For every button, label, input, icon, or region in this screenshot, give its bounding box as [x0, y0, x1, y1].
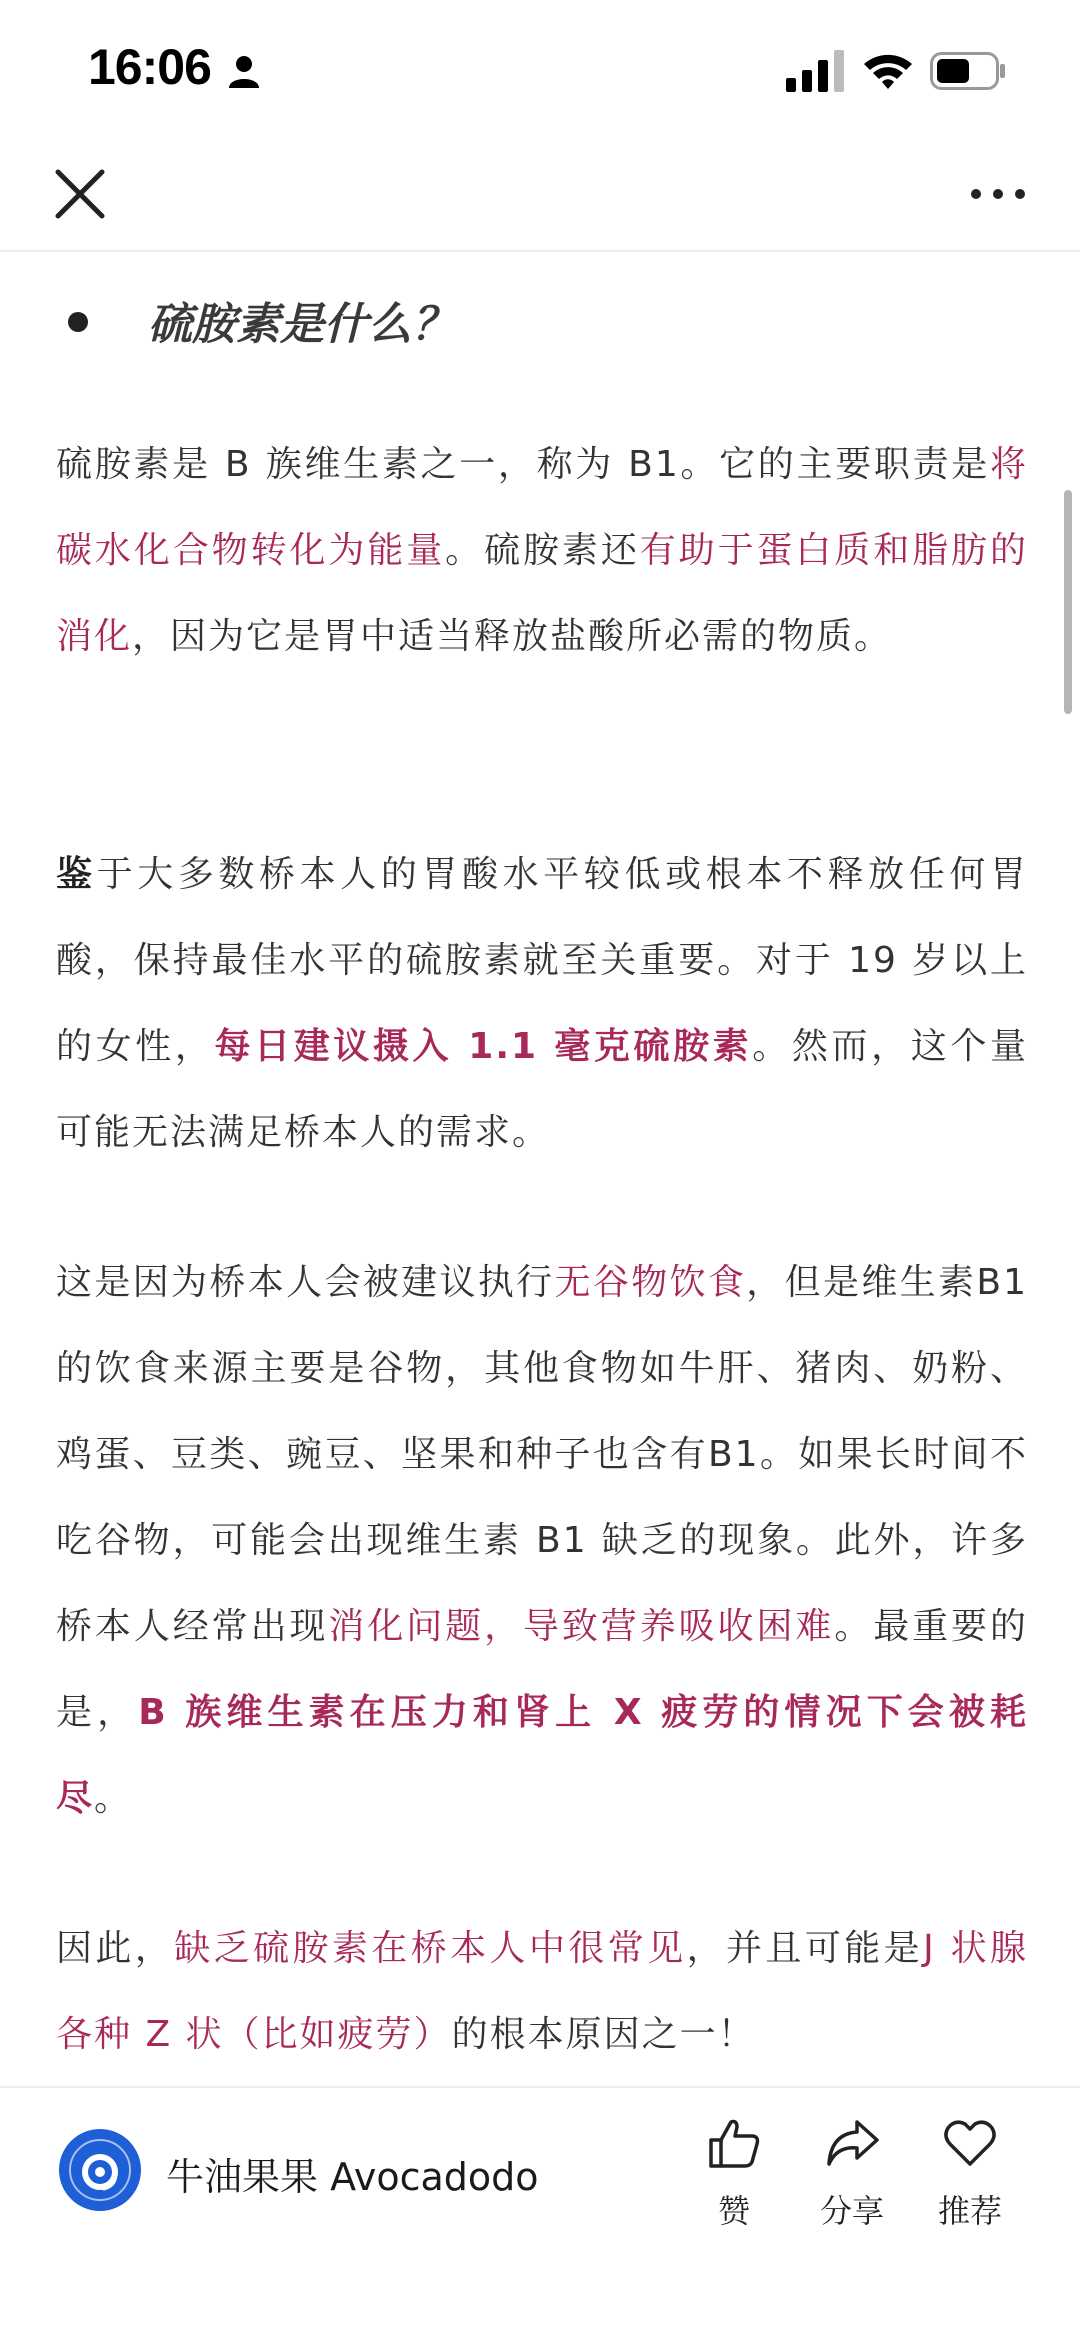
- p4-highlight: J 状腺各种 Z 状（比如疲劳）: [56, 1928, 1028, 2055]
- nav-bar: [0, 140, 1080, 252]
- thumbs-up-icon: [705, 2114, 763, 2172]
- share-icon: [823, 2114, 881, 2172]
- bullet-icon: [68, 312, 88, 332]
- p3-text: 这是因为桥本人会被建议执行: [56, 1262, 555, 1303]
- close-icon[interactable]: [48, 162, 112, 226]
- p4-text: ，并且可能是: [686, 1928, 924, 1969]
- p1-text: 。硫胺素还: [445, 530, 640, 571]
- p2-highlight: 每日建议摄入 1.1 毫克硫胺素: [214, 1026, 753, 1067]
- person-icon: [226, 54, 262, 90]
- recommend-label: 推荐: [937, 2192, 1002, 2230]
- p2-text: 。然而，这个量可能无法满足桥本人的需求。: [56, 1026, 1028, 1153]
- section-heading: [56, 288, 1028, 358]
- article-body: [56, 252, 1028, 2084]
- p3-text: 。: [94, 1778, 133, 1819]
- share-label: 分享: [819, 2192, 884, 2230]
- status-time: 16:06: [88, 39, 211, 95]
- p4-text: 的根本原因之一！: [451, 2014, 756, 2055]
- battery-icon: [930, 52, 1006, 90]
- more-icon[interactable]: [966, 170, 1030, 218]
- p2-text: 于大多数桥本人的胃酸水平较低或根本不释放任何胃酸，保持最佳水平的硫胺素就至关重要。对于 19 岁以上的女性，: [56, 854, 1028, 1067]
- p3-text: ，但是维生素B1 的饮食来源主要是谷物，其他食物如牛肝、猪肉、奶粉、鸡蛋、豆类、豌豆、坚果和种子也含有B1。如果长时间不吃谷物，可能会出现维生素 B1 缺乏的现象。此外，许多桥本人经常出现: [56, 1262, 1028, 1647]
- p3-highlight: 消化问题，导致营养吸收困难: [328, 1606, 835, 1647]
- recommend-button[interactable]: [920, 2114, 1020, 2254]
- avocadodo-logo[interactable]: [58, 2128, 142, 2212]
- heart-icon: [941, 2114, 999, 2172]
- like-button[interactable]: [684, 2114, 784, 2254]
- p4-highlight: 缺乏硫胺素在桥本人中很常见: [174, 1928, 687, 1969]
- paragraph-3: [56, 1240, 1028, 1842]
- heading-text: 硫胺素是什么？: [148, 299, 456, 350]
- wifi-icon: [862, 50, 914, 90]
- p3-highlight: 无谷物饮食: [554, 1262, 747, 1303]
- account-name[interactable]: 牛油果果 Avocadodo: [166, 2155, 539, 2199]
- share-button[interactable]: [802, 2114, 902, 2254]
- like-label: 赞: [717, 2192, 750, 2230]
- p3-text: 。最重要的是，: [56, 1606, 1028, 1733]
- paragraph-1: [56, 422, 1028, 680]
- p1-text: ，因为它是胃中适当释放盐酸所必需的物质。: [132, 616, 893, 657]
- signal-icon: [786, 50, 846, 92]
- p1-text: 硫胺素是 B 族维生素之一，称为 B1。它的主要职责是: [56, 444, 990, 485]
- bottom-bar: [0, 2086, 1080, 2337]
- paragraph-2: [56, 832, 1028, 1176]
- status-bar: [0, 0, 1080, 140]
- p1-highlight: 有助于蛋白质和脂肪的消化: [56, 530, 1028, 657]
- scrollbar[interactable]: [1064, 490, 1072, 714]
- paragraph-4: [56, 1906, 1028, 2078]
- p3-highlight: B 族维生素在压力和肾上 X 疲劳的情况下会被耗尽: [56, 1692, 1028, 1819]
- p2-bold: 鉴: [56, 854, 97, 895]
- p4-text: 因此，: [56, 1928, 175, 1969]
- p1-highlight: 将碳水化合物转化为能量: [56, 444, 1028, 571]
